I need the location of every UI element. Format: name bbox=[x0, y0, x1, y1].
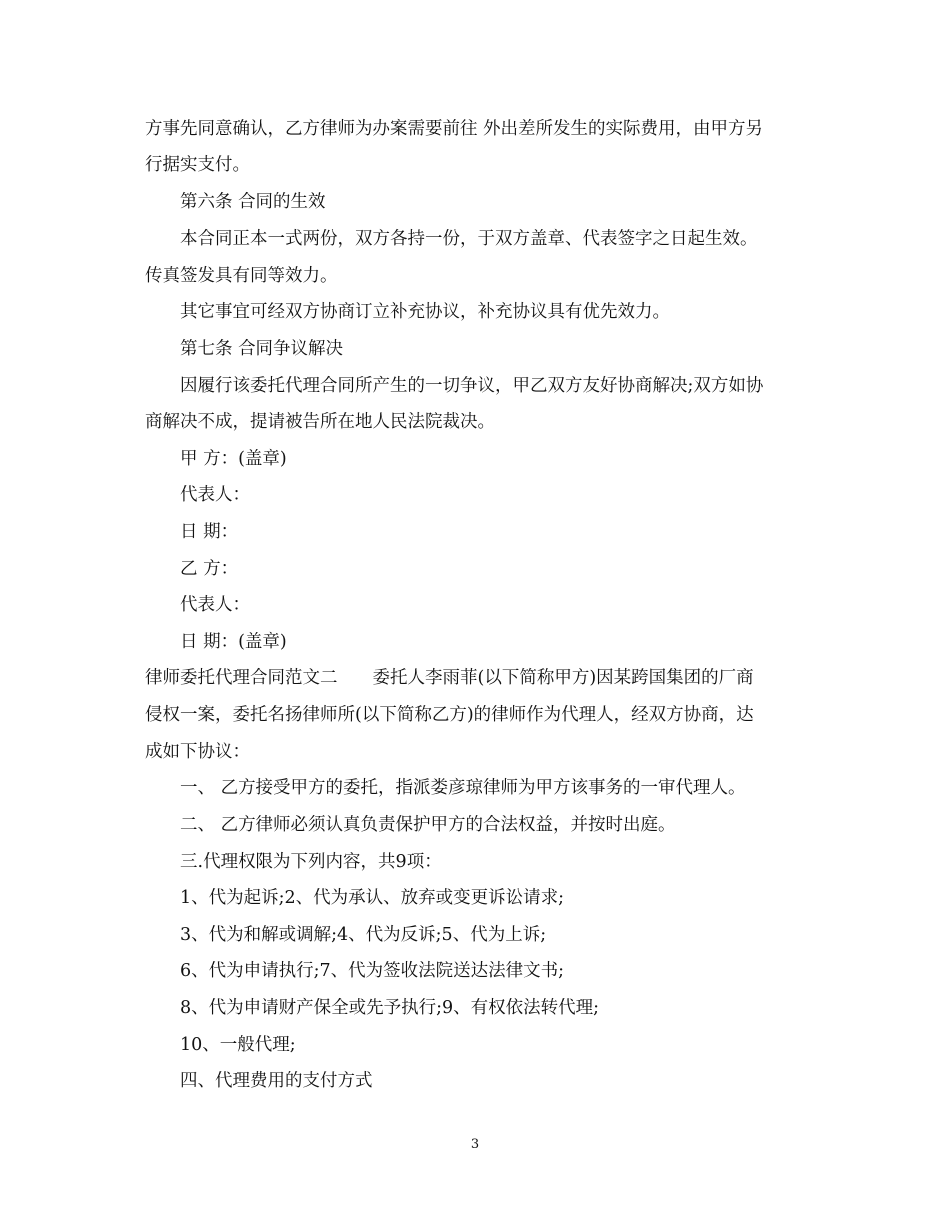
list-item: 8、代为申请财产保全或先予执行;9、有权依法转代理; bbox=[180, 998, 600, 1018]
section-heading: 第七条 合同争议解决 bbox=[180, 339, 344, 359]
section-heading: 四、代理费用的支付方式 bbox=[180, 1071, 373, 1091]
text-line: 本合同正本一式两份，双方各持一份，于双方盖章、代表签字之日起生效。 bbox=[180, 229, 758, 249]
text-line: 行据实支付。 bbox=[145, 155, 250, 175]
text-line: 因履行该委托代理合同所产生的一切争议，甲乙双方友好协商解决;双方如协 bbox=[180, 376, 764, 396]
list-item: 二、 乙方律师必须认真负责保护甲方的合法权益，并按时出庭。 bbox=[180, 815, 676, 835]
text-line: 商解决不成，提请被告所在地人民法院裁决。 bbox=[145, 412, 495, 432]
signature-line: 日 期：(盖章) bbox=[180, 632, 287, 652]
list-item: 一、 乙方接受甲方的委托，指派娄彦琼律师为甲方该事务的一审代理人。 bbox=[180, 778, 746, 798]
signature-line: 乙 方： bbox=[180, 559, 239, 579]
page-number: 3 bbox=[470, 1137, 480, 1152]
signature-line: 甲 方：(盖章) bbox=[180, 449, 287, 469]
text-line: 传真签发具有同等效力。 bbox=[145, 266, 338, 286]
signature-line: 代表人： bbox=[180, 595, 250, 615]
section-heading: 第六条 合同的生效 bbox=[180, 192, 326, 212]
list-item: 3、代为和解或调解;4、代为反诉;5、代为上诉; bbox=[180, 925, 547, 945]
text-line: 律师委托代理合同范文二 委托人李雨菲(以下简称甲方)因某跨国集团的厂商 bbox=[145, 668, 754, 688]
text-line: 方事先同意确认，乙方律师为办案需要前往 外出差所发生的实际费用，由甲方另 bbox=[145, 119, 764, 139]
text-line: 其它事宜可经双方协商订立补充协议，补充协议具有优先效力。 bbox=[180, 302, 670, 322]
list-item: 10、一般代理; bbox=[180, 1035, 296, 1055]
list-item: 1、代为起诉;2、代为承认、放弃或变更诉讼请求; bbox=[180, 888, 565, 908]
text-line: 侵权一案，委托名扬律师所(以下简称乙方)的律师作为代理人，经双方协商，达 bbox=[145, 705, 754, 725]
signature-line: 代表人： bbox=[180, 485, 250, 505]
signature-line: 日 期： bbox=[180, 522, 239, 542]
list-item: 三.代理权限为下列内容，共9项： bbox=[180, 852, 442, 872]
list-item: 6、代为申请执行;7、代为签收法院送达法律文书; bbox=[180, 961, 565, 981]
text-line: 成如下协议： bbox=[145, 742, 250, 762]
